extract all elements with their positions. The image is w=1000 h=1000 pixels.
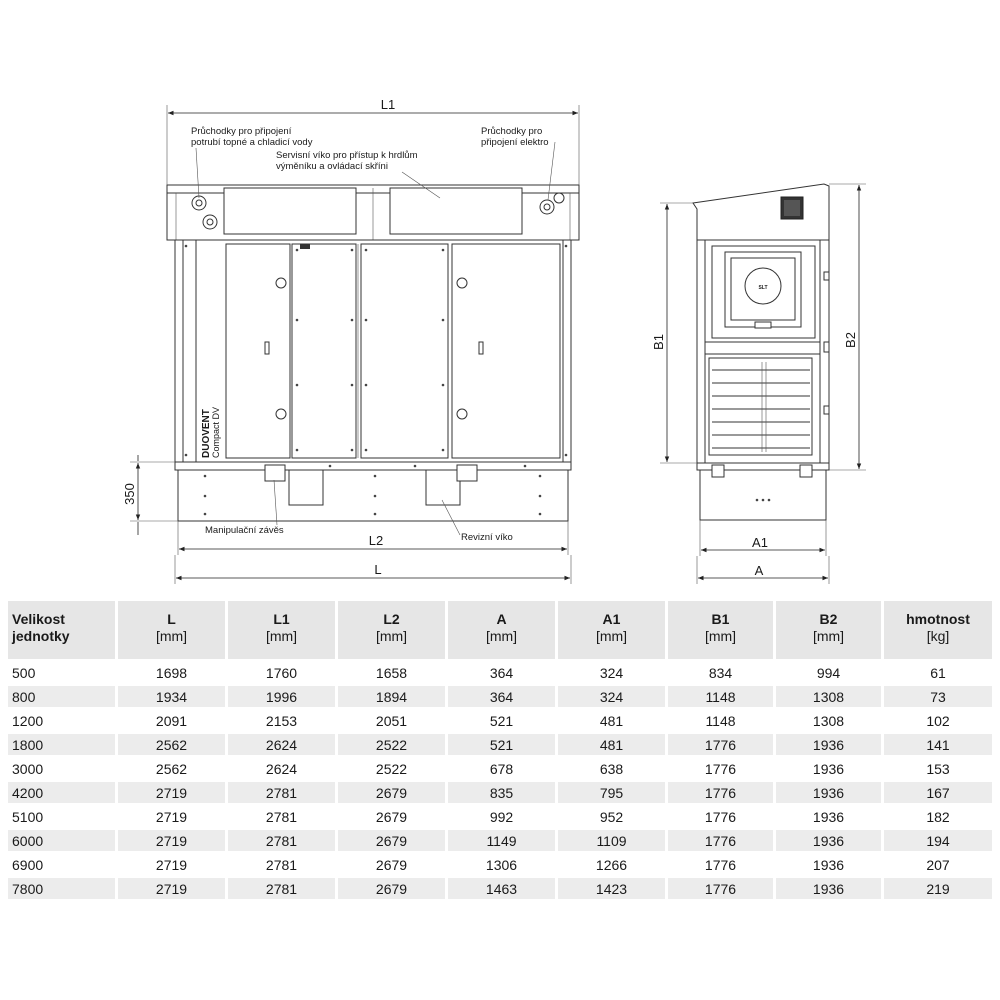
header-A	[448, 601, 558, 659]
header-B1	[668, 601, 776, 659]
table-cell-size: 7800	[8, 875, 118, 899]
header-L	[118, 601, 228, 659]
table-cell: 1936	[776, 851, 884, 875]
table-cell-size: 6900	[8, 851, 118, 875]
table-cell: 2679	[338, 875, 448, 899]
table-cell: 992	[448, 803, 558, 827]
table-cell: 834	[668, 659, 776, 683]
brand-model: Compact DV	[211, 406, 221, 458]
table-cell: 1658	[338, 659, 448, 683]
table-cell: 2679	[338, 803, 448, 827]
table-cell-size: 6000	[8, 827, 118, 851]
header-L1	[228, 601, 338, 659]
header-unit: [mm]	[485, 628, 518, 644]
table-cell: 2781	[228, 875, 338, 899]
header-unit: [mm]	[595, 628, 628, 644]
table-cell: 2562	[118, 755, 228, 779]
annotation-service-2: výměníku a ovládací skříni	[276, 161, 388, 172]
table-cell: 1308	[776, 683, 884, 707]
annotation-electro-2: připojení elektro	[481, 137, 549, 148]
table-cell: 2719	[118, 803, 228, 827]
dim-label-B1: B1	[651, 334, 666, 350]
table-cell-size: 500	[8, 659, 118, 683]
dim-label-A: A	[754, 563, 764, 578]
annotation-revision: Revizní víko	[461, 532, 513, 543]
header-L2	[338, 601, 448, 659]
table-cell: 1996	[228, 683, 338, 707]
table-cell: 2781	[228, 803, 338, 827]
dim-label-L2: L2	[368, 533, 384, 548]
dim-label-B2: B2	[843, 332, 858, 348]
table-cell: 2051	[338, 707, 448, 731]
table-cell: 678	[448, 755, 558, 779]
table-cell: 1306	[448, 851, 558, 875]
header-name: L2	[383, 611, 400, 627]
table-cell: 1109	[558, 827, 668, 851]
table-cell: 1266	[558, 851, 668, 875]
table-cell: 521	[448, 731, 558, 755]
table-cell: 2719	[118, 779, 228, 803]
header-name: hmotnost	[906, 611, 970, 627]
table-cell: 194	[884, 827, 992, 851]
table-cell: 364	[448, 659, 558, 683]
table-row	[8, 875, 992, 899]
table-cell: 2562	[118, 731, 228, 755]
annotation-pipes-2: potrubí topné a chladicí vody	[191, 137, 313, 148]
table-cell: 481	[558, 707, 668, 731]
header-name: L	[167, 611, 176, 627]
table-cell: 481	[558, 731, 668, 755]
brand-name: DUOVENT	[201, 409, 212, 458]
header-name: B2	[819, 611, 838, 627]
table-row	[8, 803, 992, 827]
header-unit: [mm]	[375, 628, 408, 644]
dim-label-L: L	[374, 562, 382, 577]
header-unit: [mm]	[812, 628, 845, 644]
table-cell: 2153	[228, 707, 338, 731]
table-cell: 167	[884, 779, 992, 803]
table-cell: 2679	[338, 779, 448, 803]
table-cell: 1936	[776, 779, 884, 803]
svg-text:SLT: SLT	[758, 285, 768, 291]
table-cell: 952	[558, 803, 668, 827]
front-view	[122, 97, 579, 584]
table-cell: 102	[884, 707, 992, 731]
header-unit: [kg]	[926, 628, 950, 644]
table-cell: 324	[558, 683, 668, 707]
table-cell: 1936	[776, 755, 884, 779]
table-cell: 835	[448, 779, 558, 803]
table-cell: 1776	[668, 875, 776, 899]
annotation-hinge: Manipulační závěs	[205, 525, 284, 536]
table-cell: 1776	[668, 827, 776, 851]
table-cell: 2624	[228, 731, 338, 755]
dim-label-A1: A1	[752, 535, 768, 550]
table-cell: 1463	[448, 875, 558, 899]
table-row	[8, 731, 992, 755]
table-cell-size: 3000	[8, 755, 118, 779]
annotation-service-1: Servisní víko pro přístup k hrdlům	[276, 150, 418, 161]
table-cell: 1776	[668, 803, 776, 827]
table-cell: 1308	[776, 707, 884, 731]
table-row	[8, 851, 992, 875]
table-cell: 2719	[118, 851, 228, 875]
table-cell: 2522	[338, 731, 448, 755]
table-cell: 324	[558, 659, 668, 683]
table-cell: 61	[884, 659, 992, 683]
header-weight	[884, 601, 992, 659]
table-cell: 2781	[228, 779, 338, 803]
table-cell: 1776	[668, 755, 776, 779]
header-name: A	[496, 611, 507, 627]
table-cell: 2719	[118, 827, 228, 851]
header-name: L1	[273, 611, 290, 627]
header-size	[8, 601, 118, 659]
dim-label-L1: L1	[380, 97, 396, 112]
header-unit: [mm]	[155, 628, 188, 644]
table-row	[8, 755, 992, 779]
table-cell: 219	[884, 875, 992, 899]
table-cell: 2522	[338, 755, 448, 779]
table-cell-size: 800	[8, 683, 118, 707]
table-cell: 1776	[668, 731, 776, 755]
annotation-electro-1: Průchodky pro	[481, 126, 543, 137]
table-row	[8, 683, 992, 707]
table-row	[8, 827, 992, 851]
table-cell-size: 4200	[8, 779, 118, 803]
table-cell: 1698	[118, 659, 228, 683]
table-cell: 994	[776, 659, 884, 683]
table-cell: 2781	[228, 827, 338, 851]
table-cell: 1936	[776, 875, 884, 899]
table-cell-size: 1200	[8, 707, 118, 731]
table-cell: 73	[884, 683, 992, 707]
table-cell: 2781	[228, 851, 338, 875]
table-header-row	[8, 601, 992, 659]
table-row	[8, 707, 992, 731]
table-cell: 1423	[558, 875, 668, 899]
table-cell: 207	[884, 851, 992, 875]
table-cell: 2091	[118, 707, 228, 731]
dimensions-table	[8, 601, 992, 899]
table-cell: 638	[558, 755, 668, 779]
table-cell: 1776	[668, 851, 776, 875]
table-cell: 153	[884, 755, 992, 779]
dim-label-350: 350	[122, 483, 137, 505]
table-cell: 521	[448, 707, 558, 731]
table-body	[8, 659, 992, 899]
header-B2	[776, 601, 884, 659]
table-cell: 1760	[228, 659, 338, 683]
header-name: A1	[602, 611, 621, 627]
header-size-name: Velikost	[12, 611, 65, 627]
table-cell: 2679	[338, 851, 448, 875]
header-unit: [mm]	[704, 628, 737, 644]
table-cell: 2679	[338, 827, 448, 851]
table-cell: 2719	[118, 875, 228, 899]
header-size-name2: jednotky	[12, 628, 70, 644]
table-cell-size: 5100	[8, 803, 118, 827]
table-cell: 1894	[338, 683, 448, 707]
table-cell: 1936	[776, 827, 884, 851]
table-cell: 1936	[776, 803, 884, 827]
table-row	[8, 659, 992, 683]
table-cell: 2624	[228, 755, 338, 779]
annotation-pipes-1: Průchodky pro připojení	[191, 126, 292, 137]
table-cell: 1934	[118, 683, 228, 707]
table-cell: 182	[884, 803, 992, 827]
table-cell: 1936	[776, 731, 884, 755]
table-cell: 141	[884, 731, 992, 755]
table-cell: 364	[448, 683, 558, 707]
side-view	[651, 184, 866, 584]
table-row	[8, 779, 992, 803]
table-cell-size: 1800	[8, 731, 118, 755]
table-cell: 1148	[668, 683, 776, 707]
table-cell: 1149	[448, 827, 558, 851]
header-A1	[558, 601, 668, 659]
table-cell: 795	[558, 779, 668, 803]
table-cell: 1148	[668, 707, 776, 731]
table-cell: 1776	[668, 779, 776, 803]
header-unit: [mm]	[265, 628, 298, 644]
header-name: B1	[711, 611, 730, 627]
